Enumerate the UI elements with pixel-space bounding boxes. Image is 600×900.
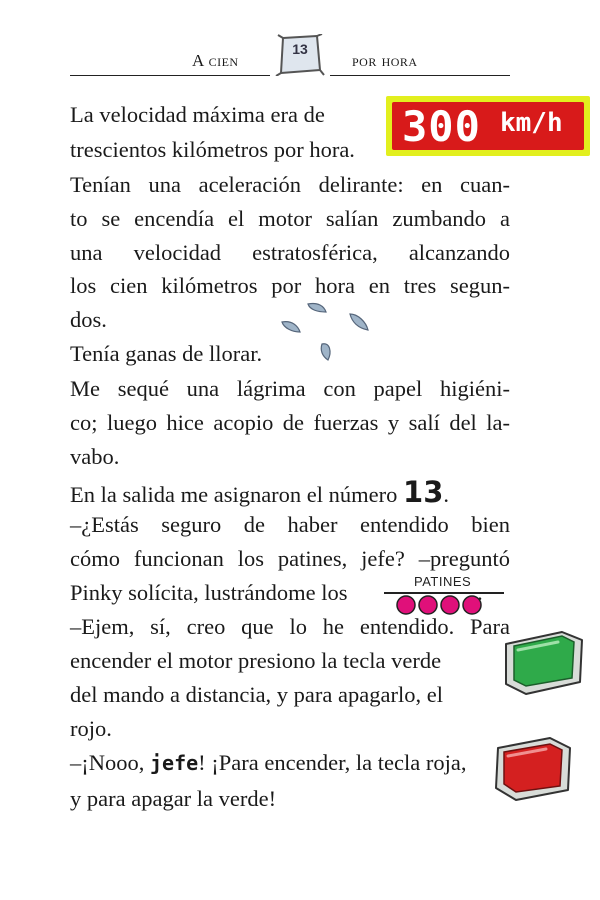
page-number: 13 bbox=[292, 41, 308, 57]
text-fragment: En la salida me asignaron el número bbox=[70, 482, 398, 507]
speed-value: 300 bbox=[402, 102, 481, 151]
speed-unit: km/h bbox=[500, 108, 563, 138]
text-line: co; luego hice acopio de fuerzas y salí del la- bbox=[70, 410, 510, 435]
text-line: to se encendía el motor salían zumbando a bbox=[70, 206, 510, 231]
header-title-right: por hora bbox=[352, 51, 418, 70]
green-key-icon bbox=[500, 628, 586, 698]
text-line: rojo. bbox=[70, 716, 112, 741]
text-line-number bbox=[70, 475, 450, 509]
jefe-emphasis: jefe bbox=[150, 751, 199, 775]
text-line: Tenía ganas de llorar. bbox=[70, 341, 263, 366]
text-line: –¿Estás seguro de haber entendido bien bbox=[70, 512, 510, 537]
header-rule-right bbox=[330, 75, 510, 76]
text-line: una velocidad estratosférica, alcanzando bbox=[70, 240, 510, 265]
text-line: trescientos kilómetros por hora. bbox=[70, 137, 355, 162]
text-line: vabo. bbox=[70, 444, 120, 469]
header-title-left: A cien bbox=[192, 51, 239, 70]
text-line: cómo funcionan los patines, jefe? –preguntó bbox=[70, 546, 510, 571]
text-line: –Ejem, sí, creo que lo he entendido. Para bbox=[70, 614, 510, 639]
teardrop-icon bbox=[278, 300, 383, 370]
speed-sign bbox=[386, 96, 590, 156]
text-line: los cien kilómetros por hora en tres segun- bbox=[70, 273, 510, 298]
red-key-icon bbox=[492, 734, 574, 804]
text-fragment: –¡Nooo, bbox=[70, 750, 145, 775]
text-line: encender el motor presiono la tecla verde bbox=[70, 648, 442, 673]
text-line-jefe bbox=[70, 752, 466, 775]
speed-sign-face bbox=[392, 102, 584, 150]
runner-number: 13 bbox=[403, 475, 444, 509]
text-line: y para apagar la verde! bbox=[70, 786, 277, 811]
text-line: del mando a distancia, y para apagarlo, el bbox=[70, 682, 443, 707]
skates-label: PATINES bbox=[414, 574, 472, 589]
text-line: dos. bbox=[70, 307, 107, 332]
header-rule-left bbox=[70, 75, 270, 76]
text-line: La velocidad máxima era de bbox=[70, 102, 325, 127]
text-fragment: Pinky solícita, lustrándome los bbox=[70, 580, 348, 605]
text-line: Tenían una aceleración delirante: en cuan- bbox=[70, 172, 510, 197]
text-line: Me sequé una lágrima con papel higiéni- bbox=[70, 376, 510, 401]
text-fragment: ! ¡Para encender, la tecla roja, bbox=[198, 750, 467, 775]
text-fragment: . bbox=[443, 482, 450, 507]
